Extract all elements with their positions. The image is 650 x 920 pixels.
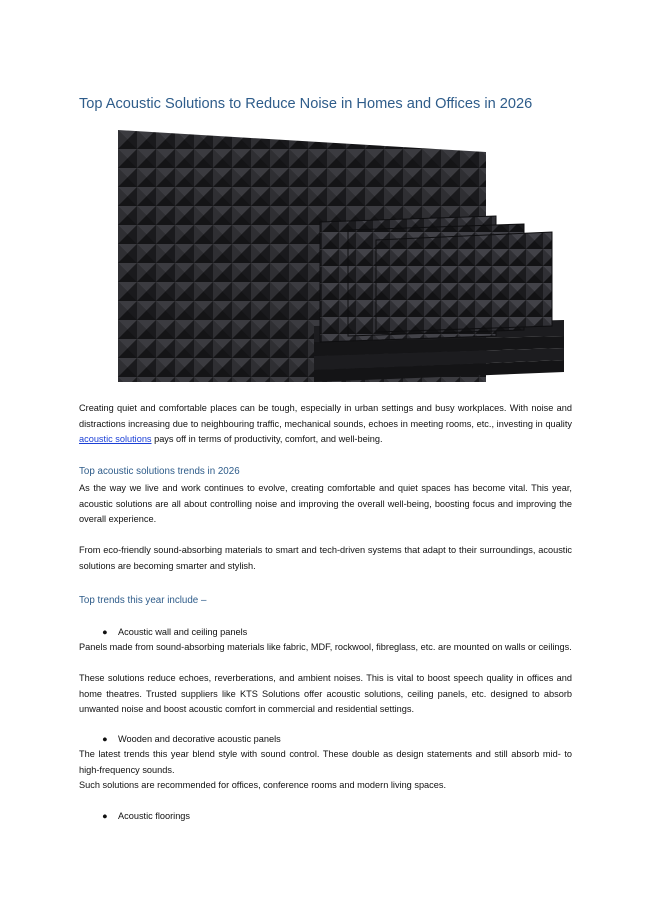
decorative-paragraph-1: The latest trends this year blend style with sound control. These double as design statements and still absorb mid- to high-frequency sounds. [79,749,572,775]
list-item-label: Acoustic wall and ceiling panels [118,627,248,637]
bullet-icon: ● [102,734,108,744]
bullet-icon: ● [102,811,108,821]
acoustic-solutions-link[interactable]: acoustic solutions [79,434,152,445]
list-item-label: Acoustic floorings [118,811,191,821]
list-item [102,627,247,637]
intro-text-end: pays off in terms of productivity, comfort, and well-being. [151,434,383,445]
page-title: Top Acoustic Solutions to Reduce Noise in Homes and Offices in 2026 [79,96,533,112]
decorative-paragraph-2: Such solutions are recommended for offices, conference rooms and modern living spaces. [79,780,447,790]
intro-paragraph [79,401,572,448]
list-item-label: Wooden and decorative acoustic panels [118,734,281,744]
trends-paragraph-2: From eco-friendly sound-absorbing materials to smart and tech-driven systems that adapt to their surroundings, acoustic solutions are becoming smarter and stylish. [79,545,572,571]
list-item [102,734,281,744]
list-item [102,811,190,821]
trends-heading: Top acoustic solutions trends in 2026 [79,466,240,477]
panels-paragraph-1: Panels made from sound-absorbing materials like fabric, MDF, rockwool, fibreglass, etc. are mounted on walls or ceilings. [79,642,572,652]
intro-text-start: Creating quiet and comfortable places can be tough, especially in urban settings and busy workplaces. With noise and distractions increasing due to neighbouring traffic, mechanical sounds, echoes in meeting rooms, etc., investing in quality [79,403,572,429]
acoustic-foam-image [118,130,568,382]
top-trends-heading: Top trends this year include – [79,595,207,606]
bullet-icon: ● [102,627,108,637]
trends-paragraph-1: As the way we live and work continues to evolve, creating comfortable and quiet spaces has become vital. This year, acoustic solutions are all about controlling noise and improving the overall well-being, boosting focus and improving the overall experience. [79,483,572,525]
panels-paragraph-2: These solutions reduce echoes, reverberations, and ambient noises. This is vital to boost speech quality in offices and home theatres. Trusted suppliers like KTS Solutions offer acoustic solutions, ceiling panels, etc. designed to absorb unwanted noise and boost acoustic comfort in commercial and residential settings. [79,673,572,715]
foam-panel-stack [314,216,564,382]
